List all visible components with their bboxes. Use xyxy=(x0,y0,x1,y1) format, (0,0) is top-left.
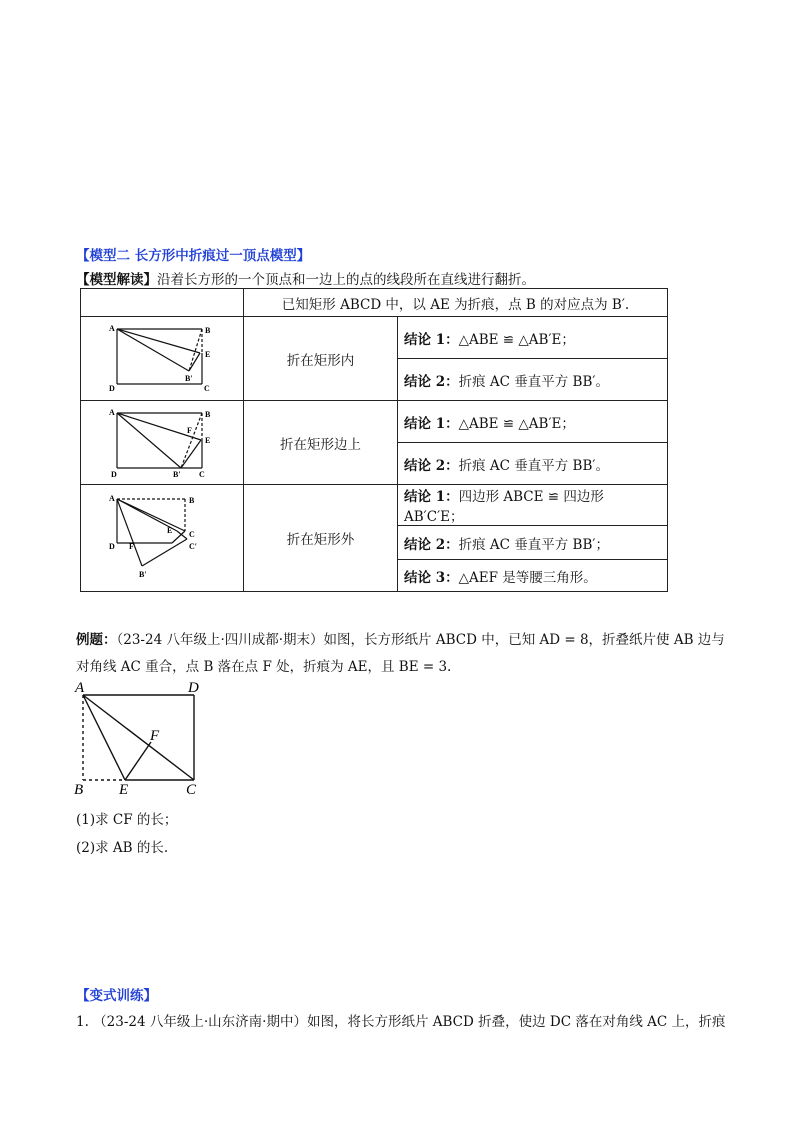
fig3-label-a: A xyxy=(109,494,115,503)
conclusion-row: 结论 1：△ABE ≌ △AB′E； xyxy=(398,317,668,359)
section-title: 【模型二 长方形中折痕过一顶点模型】 xyxy=(76,248,311,264)
fig3-label-f: F xyxy=(129,542,134,551)
fig3-label-e: E xyxy=(167,526,173,535)
case-outside: 折在矩形外 xyxy=(244,485,398,592)
conclusion-row: 结论 2：折痕 AC 垂直平方 BB′； xyxy=(398,526,668,560)
label-a: A xyxy=(75,680,85,696)
fold-inside-figure xyxy=(107,319,217,395)
fold-outside-figure xyxy=(107,491,217,581)
label-c: C xyxy=(186,782,197,798)
fig1-label-a: A xyxy=(109,323,115,333)
fig2-label-e: E xyxy=(205,435,211,445)
example-label: 例题： xyxy=(76,632,117,648)
fold-edge-figure xyxy=(107,403,217,479)
label-d: D xyxy=(188,680,199,696)
fig2-label-a: A xyxy=(109,407,115,417)
practice-title: 【变式训练】 xyxy=(76,988,157,1004)
conclusion-row: 结论 1：四边形 ABCE ≌ 四边形 AB′C′E； xyxy=(398,485,668,526)
fig2-label-bprime: B′ xyxy=(173,469,181,479)
fig1-label-c: C xyxy=(204,383,210,393)
case-inside: 折在矩形内 xyxy=(244,317,398,401)
fig3-label-b: B xyxy=(189,496,195,505)
fig1-label-b: B xyxy=(205,325,211,335)
label-b: B xyxy=(74,782,84,798)
fig3-label-cprime: C′ xyxy=(189,542,198,551)
conclusion-row: 结论 3：△AEF 是等腰三角形。 xyxy=(398,560,668,592)
figure-cell-outside xyxy=(81,485,244,592)
example-line1: 例题：（23-24 八年级上·四川成都·期末）如图，长方形纸片 ABCD 中，已知 AD = 8，折叠纸片使 AB 边与 xyxy=(76,632,725,648)
figure-cell-inside xyxy=(81,317,244,401)
practice-item-1: 1. （23-24 八年级上·山东济南·期中）如图，将长方形纸片 ABCD 折叠，使边 DC 落在对角线 AC 上，折痕 xyxy=(76,1014,726,1030)
table-header: 已知矩形 ABCD 中，以 AE 为折痕，点 B 的对应点为 B′. xyxy=(244,289,668,317)
fig2-label-b: B xyxy=(205,409,211,419)
question-1: (1)求 CF 的长； xyxy=(76,812,178,828)
model-table xyxy=(80,288,668,592)
example-figure xyxy=(70,676,220,800)
intro-text: 沿着长方形的一个顶点和一边上的点的线段所在直线进行翻折。 xyxy=(157,272,535,288)
figure-cell-edge xyxy=(81,401,244,485)
fig1-label-bprime: B′ xyxy=(185,373,193,383)
fig3-label-c: C xyxy=(189,530,195,539)
fig3-label-d: D xyxy=(109,542,115,551)
fig2-label-f: F xyxy=(187,425,192,435)
label-e: E xyxy=(119,782,129,798)
conclusion-row: 结论 2：折痕 AC 垂直平方 BB′。 xyxy=(398,359,668,401)
question-2: (2)求 AB 的长. xyxy=(76,840,169,856)
conclusion-row: 结论 2：折痕 AC 垂直平方 BB′。 xyxy=(398,443,668,485)
fig3-label-bprime: B′ xyxy=(139,570,147,579)
conclusion-row: 结论 1：△ABE ≌ △AB′E； xyxy=(398,401,668,443)
fig1-label-d: D xyxy=(109,383,115,393)
fig1-label-e: E xyxy=(205,349,211,359)
model-intro xyxy=(76,268,535,288)
example-line2: 对角线 AC 重合，点 B 落在点 F 处，折痕为 AE，且 BE = 3. xyxy=(76,659,452,675)
fig2-label-d: D xyxy=(111,469,117,479)
table-header-blank xyxy=(81,289,244,317)
intro-label: 【模型解读】 xyxy=(76,272,157,288)
label-f: F xyxy=(150,728,160,744)
fig2-label-c: C xyxy=(199,469,205,479)
case-edge: 折在矩形边上 xyxy=(244,401,398,485)
